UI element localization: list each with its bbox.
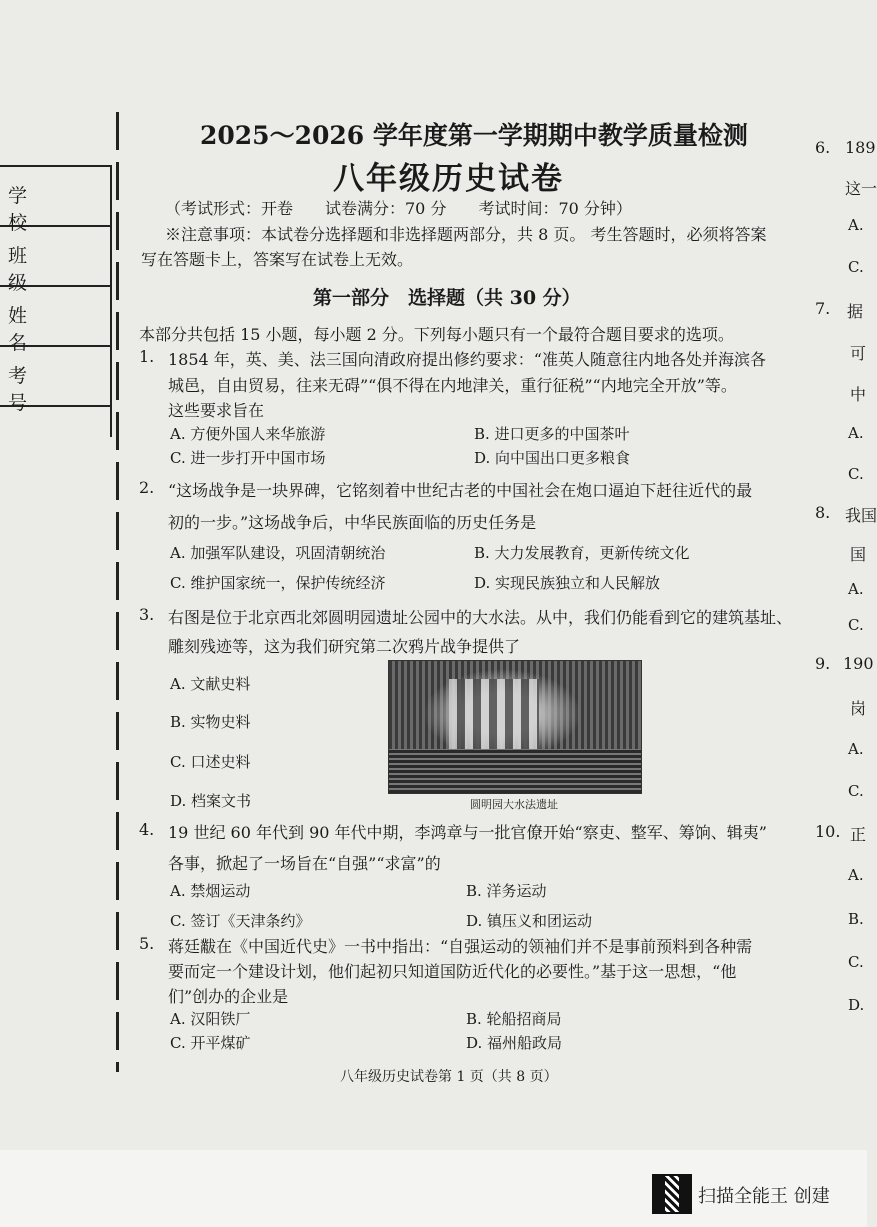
q1-number: 1. (139, 347, 155, 366)
info-table-border (110, 167, 112, 437)
q9-fragment-2: 岗 (850, 699, 867, 718)
q7-fragment-1: 据 (847, 302, 864, 321)
q2-option-b: B. 大力发展教育，更新传统文化 (474, 544, 690, 562)
info-label-id: 考号 (8, 365, 62, 414)
q1-option-c: C. 进一步打开中国市场 (170, 449, 326, 467)
q5-option-a: A. 汉阳铁厂 (170, 1010, 251, 1028)
q6-fragment-2: 这一 (845, 179, 877, 198)
q8-number: 8. (815, 503, 831, 522)
exam-info: （考试形式：开卷 试卷满分：70 分 考试时间：70 分钟） (165, 199, 632, 218)
q9-option-c: C. (848, 782, 864, 800)
q1-option-b: B. 进口更多的中国茶叶 (474, 425, 630, 443)
photo-caption: 圆明园大水法遗址 (470, 798, 558, 811)
scanner-watermark: 扫描全能王 创建 (698, 1186, 830, 1207)
q2-number: 2. (139, 478, 155, 497)
q7-number: 7. (815, 299, 831, 318)
q3-number: 3. (139, 605, 155, 624)
q2-option-d: D. 实现民族独立和人民解放 (474, 574, 661, 592)
q2-stem-line-1: “这场战争是一块界碑，它铭刻着中世纪古老的中国社会在炮口逼迫下赶往近代的最 (168, 481, 753, 500)
student-info-table (0, 165, 112, 414)
q10-option-d: D. (848, 996, 865, 1014)
q2-option-a: A. 加强军队建设，巩固清朝统治 (170, 544, 386, 562)
q5-option-b: B. 轮船招商局 (466, 1010, 562, 1028)
q4-option-b: B. 洋务运动 (466, 882, 547, 900)
q6-fragment-1: 189 (845, 138, 876, 157)
q5-option-d: D. 福州船政局 (466, 1034, 563, 1052)
q9-fragment-1: 190 (843, 654, 874, 673)
q4-number: 4. (139, 820, 155, 839)
binding-line (116, 112, 119, 1072)
q1-stem-line-1: 1854 年，英、美、法三国向清政府提出修约要求：“准英人随意往内地各处并海滨各 (168, 350, 766, 369)
q3-stem-line-1: 右图是位于北京西北郊圆明园遗址公园中的大水法。从中，我们仍能看到它的建筑基址、 (168, 608, 793, 627)
q4-option-d: D. 镇压义和团运动 (466, 912, 593, 930)
yuanmingyuan-ruins-photo (388, 660, 642, 794)
q4-option-c: C. 签订《天津条约》 (170, 912, 311, 930)
info-row-name (0, 287, 112, 354)
q10-option-c: C. (848, 953, 864, 971)
q6-option-c: C. (848, 258, 864, 276)
q9-number: 9. (815, 654, 831, 673)
q4-option-a: A. 禁烟运动 (170, 882, 251, 900)
q3-option-d: D. 档案文书 (170, 792, 252, 810)
q5-number: 5. (139, 934, 155, 953)
q7-fragment-3: 中 (850, 385, 867, 404)
q8-option-a: A. (848, 580, 864, 598)
q10-fragment-1: 正 (850, 825, 867, 844)
section-heading: 第一部分 选择题（共 30 分） (313, 287, 581, 309)
q2-option-c: C. 维护国家统一，保护传统经济 (170, 574, 386, 592)
notice-line-2: 写在答题卡上，答案写在试卷上无效。 (141, 250, 414, 269)
q6-number: 6. (815, 138, 831, 157)
q10-option-a: A. (848, 866, 864, 884)
q1-stem-line-2: 城邑，自由贸易，往来无碍”“俱不得在内地津关，重行征税”“内地完全开放”等。 (168, 376, 737, 395)
q1-stem-line-3: 这些要求旨在 (168, 401, 265, 420)
q6-option-a: A. (848, 216, 864, 234)
q1-option-a: A. 方便外国人来华旅游 (170, 425, 326, 443)
q3-option-b: B. 实物史料 (170, 713, 251, 731)
q5-stem-line-3: 们”创办的企业是 (168, 987, 289, 1006)
info-label-class: 班级 (8, 245, 62, 294)
q5-stem-line-1: 蒋廷黻在《中国近代史》一书中指出：“自强运动的领袖们并不是事前预料到各种需 (168, 937, 753, 956)
info-label-school: 学校 (8, 185, 62, 234)
ruin-structure (449, 679, 539, 749)
notice-line-1: ※注意事项：本试卷分选择题和非选择题两部分，共 8 页。 考生答题时，必须将答案 (165, 225, 767, 244)
section-intro: 本部分共包括 15 小题，每小题 2 分。下列每小题只有一个最符合题目要求的选项。 (139, 325, 734, 344)
info-label-name: 姓名 (8, 305, 62, 354)
q2-stem-line-2: 初的一步。”这场战争后，中华民族面临的历史任务是 (168, 513, 537, 532)
q8-fragment-1: 我国 (845, 506, 877, 525)
page-footer: 八年级历史试卷第 1 页（共 8 页） (340, 1069, 558, 1085)
info-row-class (0, 227, 112, 294)
q7-option-a: A. (848, 424, 864, 442)
qr-code-icon (652, 1174, 692, 1214)
q4-stem-line-1: 19 世纪 60 年代到 90 年代中期，李鸿章与一批官僚开始“察吏、整军、筹饷、辑夷” (168, 823, 767, 842)
q3-option-a: A. 文献史料 (170, 675, 251, 693)
exam-title: 2025～2026 学年度第一学期期中教学质量检测 (200, 121, 748, 150)
q10-option-b: B. (848, 910, 864, 928)
q5-stem-line-2: 要而定一个建设计划，他们起初只知道国防近代化的必要性。”基于这一思想，“他 (168, 962, 737, 981)
q10-number: 10. (815, 822, 841, 841)
info-row-school (0, 167, 112, 234)
info-row-id (0, 347, 112, 414)
q4-stem-line-2: 各事，掀起了一场旨在“自强”“求富”的 (168, 854, 441, 873)
ruin-ground (389, 749, 641, 793)
q8-option-c: C. (848, 616, 864, 634)
q7-option-c: C. (848, 465, 864, 483)
q7-fragment-2: 可 (850, 344, 867, 363)
q3-option-c: C. 口述史料 (170, 753, 251, 771)
q9-option-a: A. (848, 740, 864, 758)
q1-option-d: D. 向中国出口更多粮食 (474, 449, 631, 467)
q3-stem-line-2: 雕刻残迹等，这为我们研究第二次鸦片战争提供了 (168, 637, 521, 656)
q5-option-c: C. 开平煤矿 (170, 1034, 251, 1052)
q8-fragment-2: 国 (850, 545, 867, 564)
paper-title: 八年级历史试卷 (333, 161, 564, 197)
